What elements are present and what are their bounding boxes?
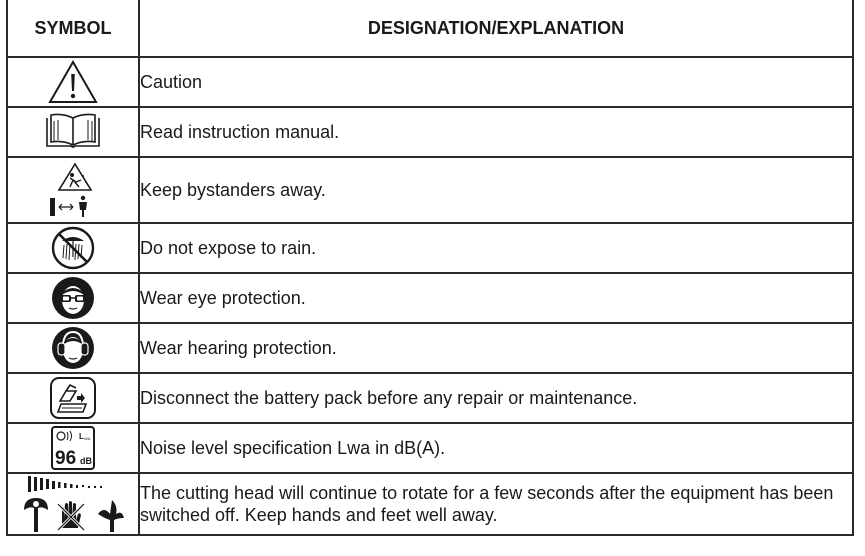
row-explanation: Keep bystanders away. xyxy=(139,157,853,223)
row-explanation: The cutting head will continue to rotate for a few seconds after the equipment has been switched off. Keep hands and feet well away. xyxy=(139,473,853,535)
row-explanation: Do not expose to rain. xyxy=(139,223,853,273)
noise-icon-value: 96 xyxy=(55,448,77,469)
table-row xyxy=(7,273,853,323)
row-explanation: Wear eye protection. xyxy=(139,273,853,323)
explanation-column-header: DESIGNATION/EXPLANATION xyxy=(139,0,853,57)
hearing-protection-icon xyxy=(50,325,96,371)
noise-level-icon xyxy=(50,425,96,471)
caution-triangle-icon xyxy=(47,59,99,105)
disconnect-battery-icon xyxy=(48,375,98,421)
row-explanation: Read instruction manual. xyxy=(139,107,853,157)
table-row xyxy=(7,223,853,273)
table-row xyxy=(7,473,853,535)
noise-icon-unit: dB xyxy=(80,456,92,466)
svg-text:WA: WA xyxy=(84,436,91,441)
table-row xyxy=(7,157,853,223)
row-explanation: Caution xyxy=(139,57,853,107)
table-row xyxy=(7,107,853,157)
cutting-head-rotation-icon xyxy=(18,474,128,534)
no-rain-icon xyxy=(50,225,96,271)
eye-protection-icon xyxy=(50,275,96,321)
symbol-column-header: SYMBOL xyxy=(7,0,139,57)
keep-bystanders-away-icon xyxy=(43,160,103,220)
table-row xyxy=(7,323,853,373)
noise-icon-label-l: L xyxy=(79,432,84,441)
header-row xyxy=(7,0,853,57)
table-row xyxy=(7,57,853,107)
instruction-manual-icon xyxy=(43,112,103,152)
row-explanation: Noise level specification Lwa in dB(A). xyxy=(139,423,853,473)
row-explanation: Disconnect the battery pack before any repair or maintenance. xyxy=(139,373,853,423)
table-row xyxy=(7,373,853,423)
row-explanation: Wear hearing protection. xyxy=(139,323,853,373)
table-row xyxy=(7,423,853,473)
symbols-table xyxy=(6,0,854,536)
